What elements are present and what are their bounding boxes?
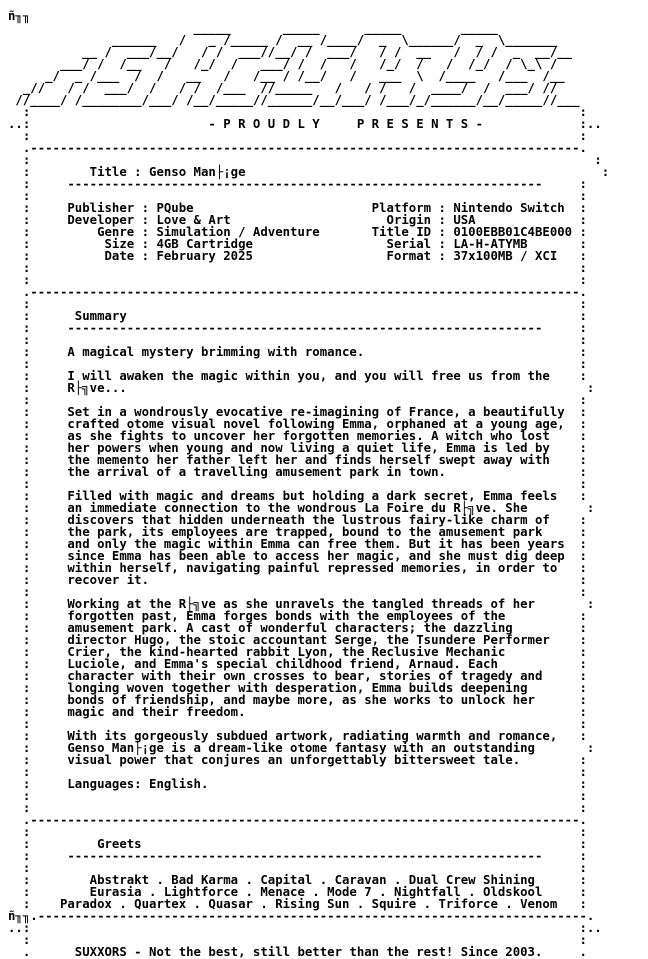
nfo-line: : Paradox . Quartex . Quasar . Rising Sun . Squire . Triforce . Venom :	[8, 897, 587, 911]
nfo-line: : :	[8, 273, 587, 287]
nfo-line: : :	[8, 789, 587, 803]
nfo-line: : Size : 4GB Cartridge Serial : LA-H-ATYMB :	[8, 237, 587, 251]
nfo-line: ..: :..	[8, 921, 602, 935]
nfo-line: : :	[8, 933, 587, 947]
nfo-line: : :	[8, 861, 587, 875]
nfo-line: : the park, its employees are trapped, bound to the amusement park :	[8, 525, 587, 539]
nfo-line: .--------------------------------------------------------------------------.	[8, 285, 587, 299]
nfo-line: : :	[8, 585, 587, 599]
nfo-line: : director Hugo, the stoic accountant Serge, the Tsundere Performer :	[8, 633, 587, 647]
nfo-line: ñ╖╖	[8, 9, 31, 23]
nfo-line: : Set in a wondrously evocative re-imagining of France, a beautifully :	[8, 405, 587, 419]
nfo-line: : discovers that hidden underneath the lustrous fairy-like charm of :	[8, 513, 587, 527]
nfo-line: _____ _____ _____ _____	[8, 21, 498, 35]
nfo-line: ___/ / /__ / /_/ / ___/ / / / /_/ / / /_/ / \_\ /	[8, 57, 558, 71]
nfo-line: : Luciole, and Emma's special childhood friend, Arnaud. Each :	[8, 657, 587, 671]
nfo-line: : :	[8, 129, 587, 143]
nfo-line: : :	[8, 261, 587, 275]
nfo-line: : Abstrakt . Bad Karma . Capital . Caravan . Dual Crew Shining :	[8, 873, 587, 887]
nfo-line: : Title : Genso Man├¡ge :	[8, 165, 610, 179]
nfo-line: : :	[8, 825, 587, 839]
nfo-line: _// / / ___/ / / / /___ //_____ / / / / ____/ / ___/ //	[8, 81, 558, 95]
nfo-line: : Working at the R├╗ve as she unravels the tangled threads of her :	[8, 597, 595, 611]
nfo-line: : :	[8, 153, 602, 167]
nfo-line: : :	[8, 717, 587, 731]
nfo-document	[8, 9, 644, 959]
nfo-line: : A magical mystery brimming with romance. :	[8, 345, 587, 359]
nfo-line: : Developer : Love & Art Origin : USA :	[8, 213, 587, 227]
nfo-line: : forgotten past, Emma forges bonds with the employees of the :	[8, 609, 587, 623]
nfo-line: ______ / _ /_____ / __ /____/ _ \______/ _ \_______	[8, 33, 558, 47]
nfo-line: : :	[8, 333, 587, 347]
nfo-line: : :	[8, 393, 587, 407]
nfo-line: . SUXXORS - Not the best, still better than the rest! Since 2003. .	[8, 945, 587, 959]
nfo-line: _/ _ /___ / / __ / /__ / /__/ / ___ \ /____ /___ /__	[8, 69, 565, 83]
nfo-line: : Languages: English. :	[8, 777, 587, 791]
nfo-line: : :	[8, 477, 587, 491]
nfo-line: : ---------------------------------------------------------------- :	[8, 849, 587, 863]
nfo-line: : Date : February 2025 Format : 37x100MB / XCI :	[8, 249, 587, 263]
nfo-line: : I will awaken the magic within you, and you will free us from the :	[8, 369, 587, 383]
nfo-line: : since Emma has been able to access her magic, and she must dig deep :	[8, 549, 587, 563]
nfo-line: : :	[8, 801, 587, 815]
nfo-line: : R├╗ve... :	[8, 381, 595, 395]
nfo-line: : crafted otome visual novel following Emma, orphaned at a young age, :	[8, 417, 587, 431]
nfo-line: //____/ /________/___/ /__/_____//______/__/___/ /___/_/______/__/_____//___	[8, 93, 580, 107]
nfo-line: : :	[8, 357, 587, 371]
nfo-line: : the arrival of a travelling amusement park in town. :	[8, 465, 587, 479]
nfo-line: ..: - P R O U D L Y P R E S E N T S - :..	[8, 117, 602, 131]
nfo-line: : magic and their freedom. :	[8, 705, 587, 719]
nfo-line: : Summary :	[8, 309, 587, 323]
nfo-line: : ---------------------------------------------------------------- :	[8, 321, 587, 335]
nfo-line: : and only the magic within Emma can free them. But it has been years :	[8, 537, 587, 551]
nfo-line: : :	[8, 189, 587, 203]
nfo-line: : within herself, navigating painful repressed memories, in order to :	[8, 561, 587, 575]
nfo-line: : Genso Man├¡ge is a dream-like otome fantasy with an outstanding :	[8, 741, 595, 755]
nfo-line: : bonds of friendship, and maybe more, as she works to unlock her :	[8, 693, 587, 707]
nfo-line: : Publisher : PQube Platform : Nintendo Switch :	[8, 201, 587, 215]
nfo-line: __ / ___/__/ / / ___//__/ / ___/ / / __ / / / _ __/__	[8, 45, 573, 59]
nfo-line: : With its gorgeously subdued artwork, radiating warmth and romance, :	[8, 729, 587, 743]
nfo-line: : Genre : Simulation / Adventure Title ID : 0100EBB01C4BE000 :	[8, 225, 587, 239]
nfo-line: : an immediate connection to the wondrous La Foire du R├╗ve. She :	[8, 501, 595, 515]
nfo-line: : longing woven together with desperation, Emma builds deepening :	[8, 681, 587, 695]
nfo-line: : :	[8, 297, 587, 311]
nfo-line: : her powers when young and now living a quiet life, Emma is led by :	[8, 441, 587, 455]
nfo-line: : the memento her father left her and finds herself swept away with :	[8, 453, 587, 467]
nfo-line: : amusement park. A cast of wonderful characters; the dazzling :	[8, 621, 587, 635]
nfo-line: : recover it. :	[8, 573, 587, 587]
nfo-line: : Eurasia . Lightforce . Menace . Mode 7 . Nightfall . Oldskool :	[8, 885, 587, 899]
nfo-line: : Greets :	[8, 837, 587, 851]
nfo-line: : :	[8, 765, 587, 779]
nfo-line: : character with their own crosses to bear, stories of tragedy and :	[8, 669, 587, 683]
nfo-line: : as she fights to uncover her forgotten memories. A witch who lost :	[8, 429, 587, 443]
nfo-line: : Filled with magic and dreams but holding a dark secret, Emma feels :	[8, 489, 587, 503]
nfo-line: : Crier, the kind-hearted rabbit Lyon, the Reclusive Mechanic :	[8, 645, 587, 659]
nfo-line: : visual power that conjures an unforgettably bittersweet tale. :	[8, 753, 587, 767]
nfo-line: : :	[8, 105, 587, 119]
nfo-line: : ---------------------------------------------------------------- :	[8, 177, 587, 191]
nfo-line: .--------------------------------------------------------------------------.	[8, 813, 587, 827]
nfo-line: .--------------------------------------------------------------------------.	[8, 141, 587, 155]
nfo-line: ñ╖╖.--------------------------------------------------------------------------.	[8, 909, 595, 923]
